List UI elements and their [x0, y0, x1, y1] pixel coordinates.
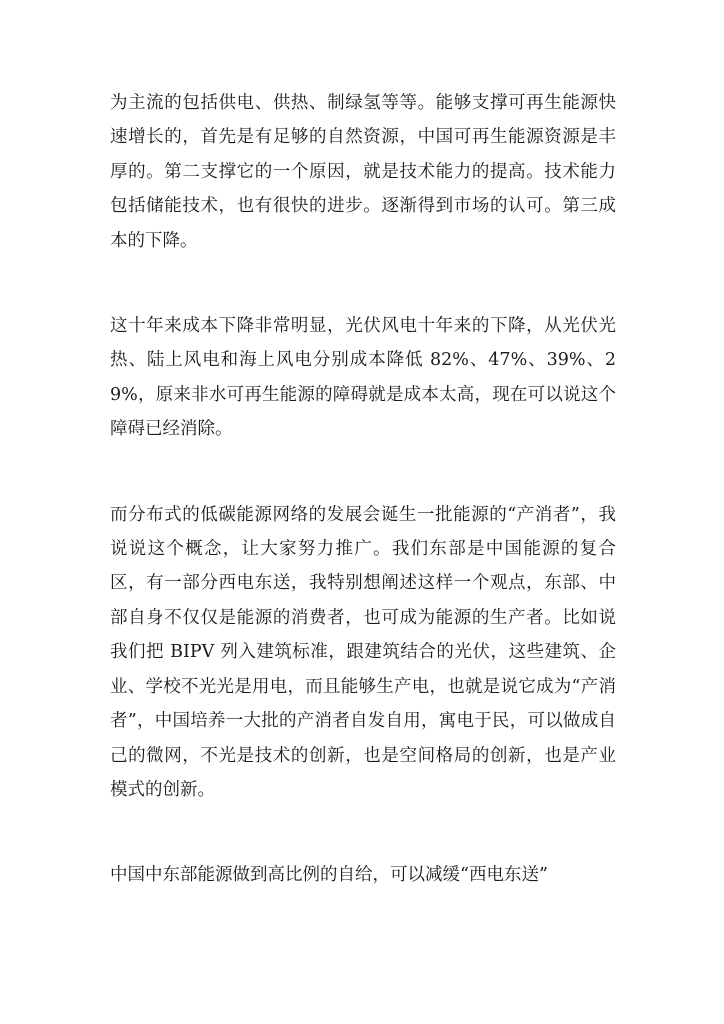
paragraph-2: 这十年来成本下降非常明显，光伏风电十年来的下降，从光伏光热、陆上风电和海上风电分别成本降低 82%、47%、39%、29%，原来非水可再生能源的障碍就是成本太高，现在可以说这个障碍已经消除。 [110, 316, 616, 440]
paragraph-4: 中国中东部能源做到高比例的自给，可以减缓“西电东送” [110, 865, 548, 886]
paragraph-1: 为主流的包括供电、供热、制绿氢等等。能够支撑可再生能源快速增长的，首先是有足够的自然资源，中国可再生能源资源是丰厚的。第二支撑它的一个原因，就是技术能力的提高。技术能力包括储能技术，也有很快的进步。逐渐得到市场的认可。第三成本的下降。 [110, 93, 616, 251]
document-page [110, 86, 616, 893]
paragraph-3: 而分布式的低碳能源网络的发展会诞生一批能源的“产消者”，我说说这个概念，让大家努力推广。我们东部是中国能源的复合区，有一部分西电东送，我特别想阐述这样一个观点，东部、中部自身不仅仅是能源的消费者，也可成为能源的生产者。比如说我们把 BIPV 列入建筑标准，跟建筑结合的光伏，这些建筑、企业、学校不光光是用电，而且能够生产电，也就是说它成为“产消者”，中国培养一大批的产消者自发自用，寓电于民，可以做成自己的微网，不光是技术的创新，也是空间格局的创新，也是产业模式的创新。 [110, 504, 616, 800]
